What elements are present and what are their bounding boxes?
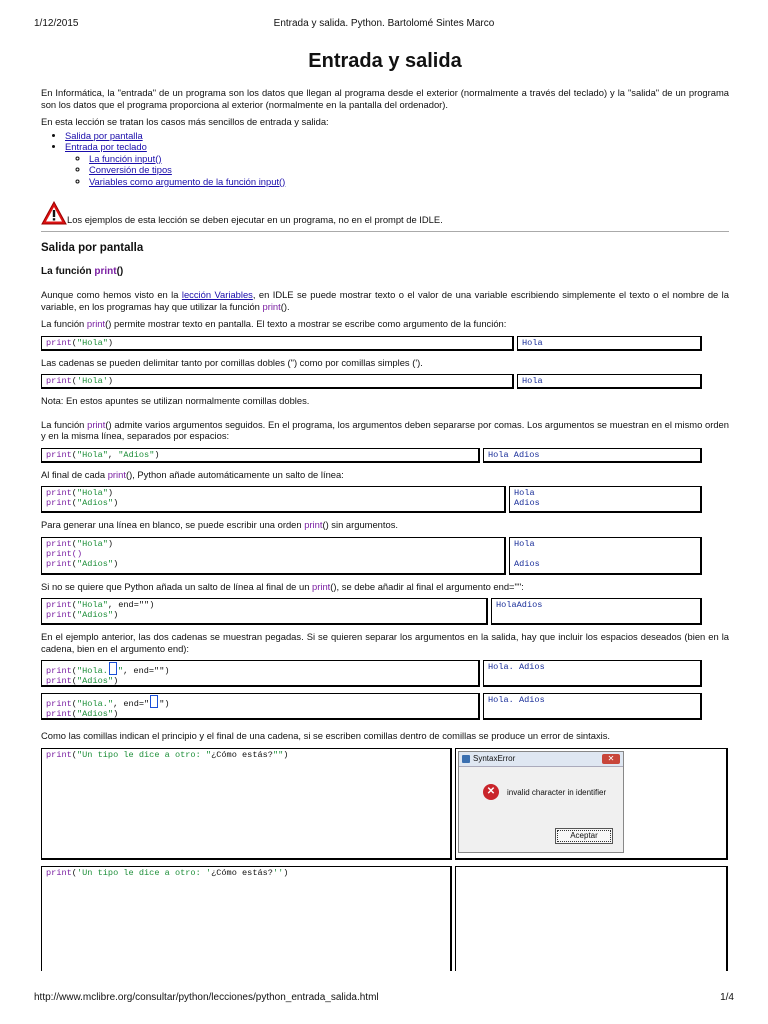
syntax-error-dialog [458, 751, 624, 853]
output-block: Hola Adios [509, 537, 702, 575]
output-block: Hola [517, 374, 702, 389]
section-heading-salida: Salida por pantalla [41, 242, 144, 254]
example-row [41, 336, 729, 351]
paragraph-blank-line: Para generar una línea en blanco, se puede escribir una orden print() sin argumentos. [41, 519, 399, 530]
toc-link-input[interactable]: La función input() [89, 152, 162, 164]
code-block: print('Hola') [41, 374, 514, 389]
paragraph-syntax-error: Como las comillas indican el principio y el final de una cadena, si se escriben comillas dentro de comillas se produce un error de sintaxis. [41, 730, 611, 741]
toc-item [65, 141, 729, 187]
example-row [41, 693, 729, 720]
page-title: Entrada y salida [308, 50, 462, 72]
example-row [41, 748, 729, 860]
link-leccion-variables[interactable]: lección Variables [181, 289, 253, 300]
toc-link-salida[interactable]: Salida por pantalla [65, 129, 143, 141]
paragraph-idle: Aunque como hemos visto en la lección Variables, en IDLE se puede mostrar texto o el valor de una variable escribiendo simplemente el texto o el nombre de la variable, en los programas hay que utilizar la función print(). [41, 289, 729, 312]
print-title: Entrada y salida. Python. Bartolomé Sintes Marco [273, 18, 495, 29]
output-block: HolaAdios [491, 598, 702, 625]
print-header [34, 18, 734, 32]
toc-sublist [65, 153, 729, 188]
intro-paragraph: En Informática, la "entrada" de un programa son los datos que llegan al programa desde el exterior (normalmente a través del teclado) y la "salida" de un programa son los datos que el programa proporciona al exterior (normalmente en la pantalla del ordenador). [41, 87, 729, 110]
toc-subitem [89, 153, 729, 165]
paragraph-print: La función print() permite mostrar texto en pantalla. El texto a mostrar se escribe como argumento de la función: [41, 318, 507, 329]
error-icon: ✕ [483, 784, 499, 800]
example-row [41, 374, 729, 389]
print-footer [34, 992, 734, 1006]
output-block: Hola. Adios [483, 660, 702, 687]
code-block: print("Hola") [41, 336, 514, 351]
code-block: print("Hola. ", end="") print("Adios") [41, 660, 480, 687]
table-of-contents [41, 130, 729, 188]
output-block: Hola Adios [509, 486, 702, 513]
paragraph-note: Nota: En estos apuntes se utilizan normalmente comillas dobles. [41, 395, 310, 406]
output-block: Hola Adios [483, 448, 702, 463]
paragraph-end-arg: Si no se quiere que Python añada un salto de línea al final de un print(), se debe añadir al final el argumento end="": [41, 580, 524, 592]
dialog-title: SyntaxError [473, 753, 516, 763]
warning-text: Los ejemplos de esta lección se deben ejecutar en un programa, no en el prompt de IDLE. [67, 214, 443, 225]
code-block: print('Un tipo le dice a otro: '¿Cómo estás?'') [41, 866, 452, 971]
output-block [455, 866, 728, 971]
code-block: print("Un tipo le dice a otro: "¿Cómo estás?"") [41, 748, 452, 860]
example-row [41, 598, 729, 625]
space-highlight [150, 695, 158, 708]
example-row [41, 660, 729, 687]
paragraph-quotes: Las cadenas se pueden delimitar tanto por comillas dobles (") como por comillas simples ('). [41, 356, 423, 368]
print-date: 1/12/2015 [34, 18, 79, 29]
warning-icon [41, 201, 67, 225]
code-block: print("Hola", "Adios") [41, 448, 480, 463]
toc-link-conversion[interactable]: Conversión de tipos [89, 164, 172, 175]
subsection-heading-print: La función print() [41, 266, 124, 277]
example-row [41, 537, 729, 575]
python-icon [462, 755, 470, 763]
output-block: Hola [517, 336, 702, 351]
dialog-message: invalid character in identifier [507, 787, 607, 797]
code-block: print("Hola") print() print("Adios") [41, 537, 506, 575]
document-content [41, 44, 729, 971]
toc-item [65, 130, 729, 142]
output-block [455, 748, 728, 860]
close-icon[interactable]: ✕ [602, 754, 620, 764]
code-block: print("Hola", end="") print("Adios") [41, 598, 488, 625]
page-url: http://www.mclibre.org/consultar/python/lecciones/python_entrada_salida.html [34, 992, 379, 1003]
example-row [41, 866, 729, 971]
toc-subitem [89, 164, 729, 176]
warning-note [41, 201, 729, 232]
toc-link-entrada[interactable]: Entrada por teclado [65, 141, 147, 152]
example-row [41, 448, 729, 463]
code-block: print("Hola") print("Adios") [41, 486, 506, 513]
paragraph-args: La función print() admite varios argumentos seguidos. En el programa, los argumentos deben separarse por comas. Los argumentos se muestran en el mismo orden y en la misma línea, separados por espacios: [41, 418, 729, 441]
paragraph-spaces: En el ejemplo anterior, las dos cadenas se muestran pegadas. Si se quieren separar los argumentos en la salida, hay que incluir los espacios deseados (bien en la cadena, bien en el argumento end): [41, 631, 729, 654]
toc-subitem [89, 176, 729, 188]
example-row [41, 486, 729, 513]
page-number: 1/4 [720, 992, 734, 1003]
output-block: Hola. Adios [483, 693, 702, 720]
toc-link-variables[interactable]: Variables como argumento de la función input() [89, 175, 286, 187]
space-highlight [109, 662, 117, 675]
accept-button[interactable]: Aceptar [555, 828, 613, 844]
dialog-titlebar [459, 752, 623, 767]
intro-lead: En esta lección se tratan los casos más sencillos de entrada y salida: [41, 116, 329, 127]
code-block: print("Hola.", end=" ") print("Adios") [41, 693, 480, 720]
paragraph-newline: Al final de cada print(), Python añade automáticamente un salto de línea: [41, 468, 344, 480]
